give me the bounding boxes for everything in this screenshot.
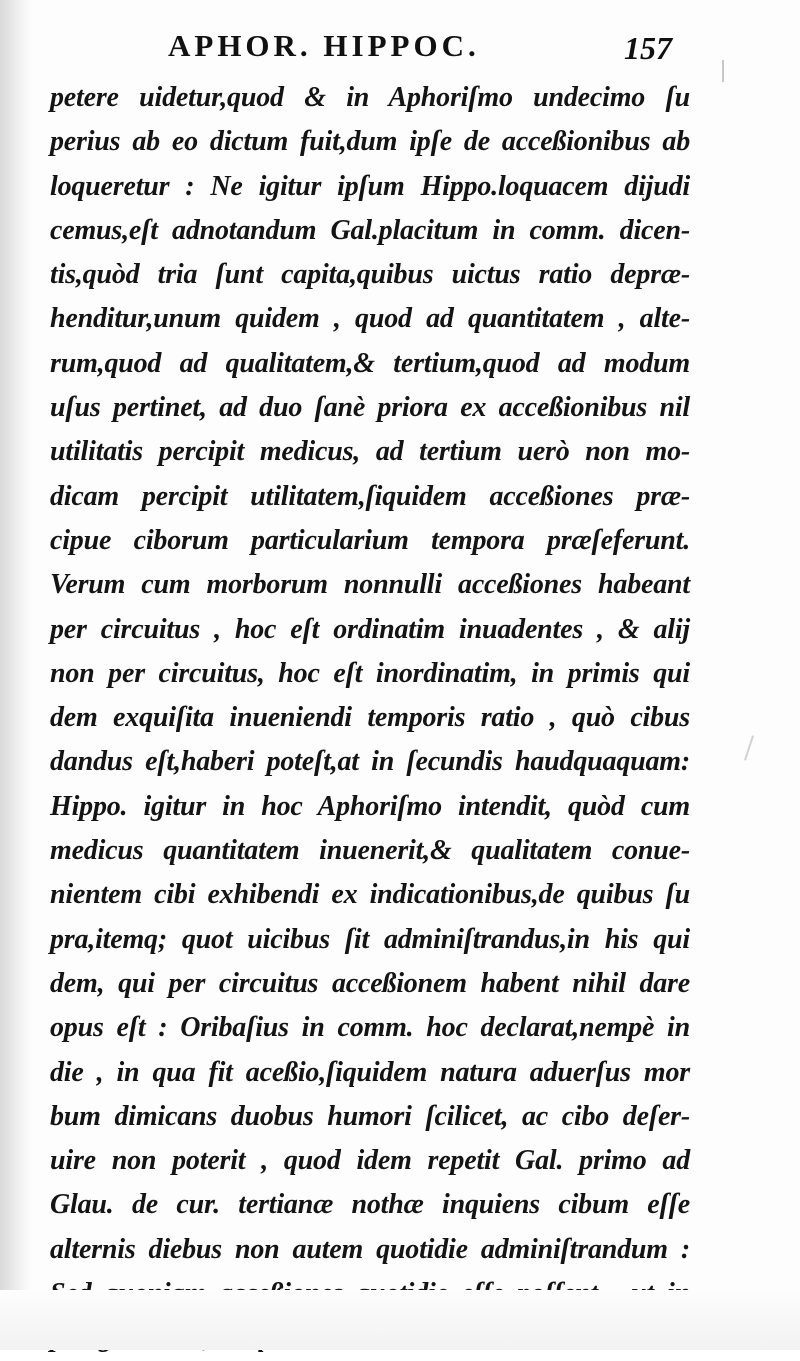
text-line: uire non poterit , quod idem repetit Gal. primo ad — [50, 1145, 690, 1177]
text-line: die , in qua fit aceßio,ſiquidem natura aduerſus mor — [50, 1056, 690, 1088]
text-line: Verum cum morborum nonnulli acceßiones habeant — [50, 569, 690, 601]
text-line: dem exquiſita inueniendi temporis ratio , quò cibus — [50, 702, 690, 734]
text-line: cipue ciborum particularium tempora præſeferunt. — [50, 524, 690, 556]
running-head: APHOR. HIPPOC. — [168, 28, 480, 63]
text-line: Glau. de cur. tertianæ nothæ inquiens cibum eſſe — [50, 1189, 690, 1221]
paper-mark — [722, 60, 724, 82]
text-line: perius ab eo dictum fuit,dum ipſe de acceßionibus ab — [50, 126, 690, 158]
text-line: nientem cibi exhibendi ex indicationibus,de quibus ſu — [50, 879, 690, 911]
text-line: henditur,unum quidem , quod ad quantitatem , alte- — [50, 303, 690, 335]
text-block — [50, 76, 690, 1361]
page-number: 157 — [624, 30, 672, 66]
page-bottom-shadow — [0, 1290, 800, 1350]
text-line: utilitatis percipit medicus, ad tertium uerò non mo- — [50, 436, 690, 468]
text-line: dandus eſt,haberi poteſt,at in ſecundis haudquaquam: — [50, 746, 690, 778]
text-line: per circuitus , hoc eſt ordinatim inuadentes , & alij — [50, 613, 690, 645]
binding-shadow — [0, 0, 32, 1350]
text-line: loqueretur : Ne igitur ipſum Hippo.loquacem dijudi — [50, 170, 690, 202]
text-line: alternis diebus non autem quotidie adminiſtrandum : — [50, 1233, 690, 1265]
text-line: opus eſt : Oribaſius in comm. hoc declarat,nempè in — [50, 1012, 690, 1044]
text-line: non per circuitus, hoc eſt inordinatim, in primis qui — [50, 657, 690, 689]
text-line: bum dimicans duobus humori ſcilicet, ac cibo deſer- — [50, 1100, 690, 1132]
text-line: pra,itemq; quot uicibus ſit adminiſtrandus,in his qui — [50, 923, 690, 955]
text-line: dem, qui per circuitus acceßionem habent nihil dare — [50, 967, 690, 999]
paper-mark — [744, 735, 754, 760]
text-line: Hippo. igitur in hoc Aphoriſmo intendit, quòd cum — [50, 790, 690, 822]
text-line: uſus pertinet, ad duo ſanè priora ex acceßionibus nil — [50, 392, 690, 424]
text-line: dicam percipit utilitatem,ſiquidem acceßiones præ- — [50, 480, 690, 512]
text-line: rum,quod ad qualitatem,& tertium,quod ad modum — [50, 347, 690, 379]
text-line: cemus,eſt adnotandum Gal.placitum in comm. dicen- — [50, 214, 690, 246]
text-line: tis,quòd tria ſunt capita,quibus uictus ratio depræ- — [50, 259, 690, 291]
text-line: petere uidetur,quod & in Aphoriſmo undecimo ſu — [50, 82, 690, 113]
text-line: medicus quantitatem inuenerit,& qualitatem conue- — [50, 835, 690, 867]
